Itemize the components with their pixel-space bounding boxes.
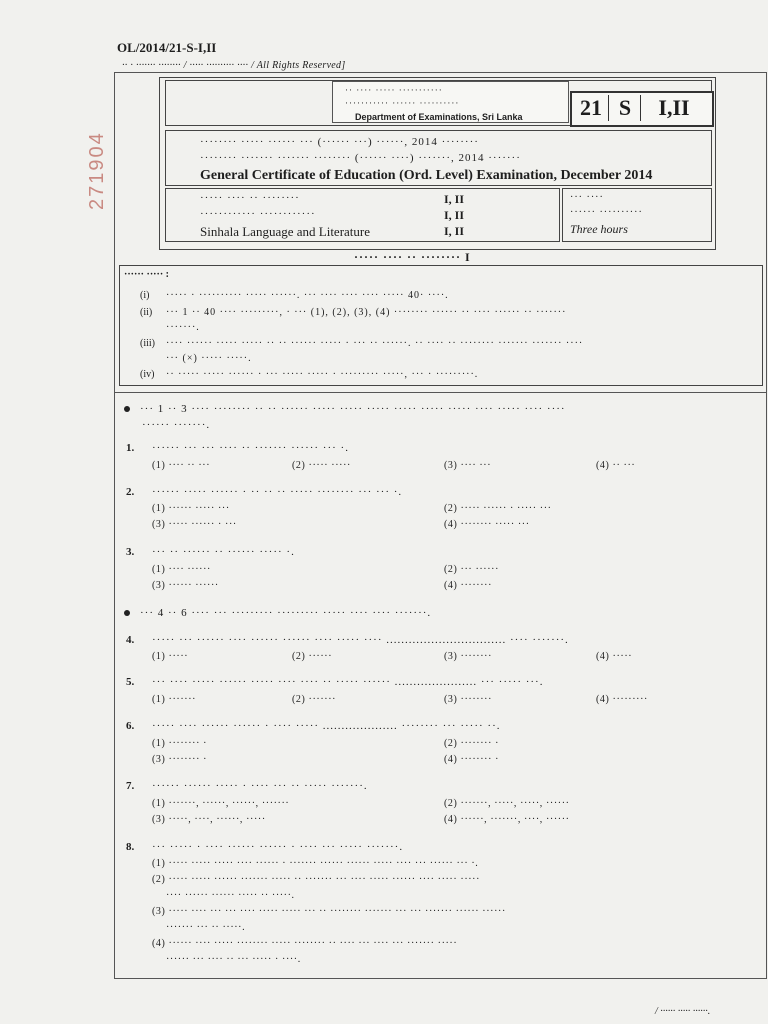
answer-option: (1) ····· ····· ····· ···· ······ · ······· ······ ······ ····· ···· ··· ······ ··· ·. (152, 858, 479, 869)
answer-option: ······ ··· ···· ·· ··· ····· · ····. (166, 954, 301, 965)
answer-option: (2) ········ · (444, 738, 500, 749)
paper-code: OL/2014/21-S-I,II (117, 40, 217, 55)
instructions-box (119, 265, 763, 386)
time-ta: ······ ·········· (570, 207, 643, 218)
answer-option: (2) ·······, ·····, ·····, ······ (444, 798, 570, 809)
question-number: 2. (126, 486, 135, 498)
answer-option: (3) ···· ··· (444, 460, 492, 471)
instruction-item (140, 338, 583, 349)
answer-option: (4) ········ · (444, 754, 500, 765)
question-number: 1. (126, 442, 135, 454)
instruction-num: (ii) (140, 307, 153, 318)
answer-option: (1) ······ ····· ··· (152, 503, 230, 514)
page-footer: / ······ ····· ······. (655, 1006, 711, 1017)
question-text: ····· ···· ······ ······ · ···· ····· .................... ········ ··· ····· ··. (152, 720, 501, 732)
answer-option: (4) ······, ·······, ····, ······ (444, 814, 570, 825)
answer-option: (4) ········ (444, 580, 493, 591)
subject-papers-ta: I, II (444, 208, 465, 222)
question-text: ··· ·· ······ ·· ······ ····· ·. (152, 546, 295, 558)
department-en: Department of Examinations, Sri Lanka (355, 112, 523, 122)
answer-option: (4) ·· ··· (596, 460, 636, 471)
instruction-item (140, 307, 566, 318)
instruction-text: ·······. (166, 322, 200, 333)
paper-title: ····· ···· ·· ········ I (354, 250, 471, 264)
code-cell-letter: S (610, 95, 641, 121)
answer-option: (3) ········ (444, 651, 493, 662)
instruction-item (140, 322, 200, 333)
bullet-icon (124, 406, 130, 412)
answer-option: (2) ······ (292, 651, 333, 662)
question-number: 8. (126, 841, 135, 853)
answer-option: (2) ····· ······ · ····· ··· (444, 503, 552, 514)
question-text: ······ ······ ····· · ···· ··· ·· ····· ·······. (152, 780, 368, 792)
instruction-num: (i) (140, 290, 150, 301)
answer-option: (2) ····· ····· (292, 460, 351, 471)
question-text: ······ ··· ··· ···· ·· ······· ······ ··· ·. (152, 442, 349, 454)
question-number: 6. (126, 720, 135, 732)
question-text: ··· ···· ····· ······ ····· ···· ···· ·· ····· ······ ...................... ··· ····· ···. (152, 676, 544, 688)
answer-option: (2) ······· (292, 694, 337, 705)
question-number: 5. (126, 676, 135, 688)
answer-option: (1) ···· ·· ··· (152, 460, 211, 471)
answer-option: ······· ··· ·· ·····. (166, 922, 246, 933)
instruction-text: ···· ······ ····· ····· ·· ·· ······ ····· · ··· ·· ······. ·· ···· ·· ········ ······· ······· ···· (166, 338, 584, 349)
code-cell-number: 21 (574, 95, 609, 121)
answer-option: (4) ········· (596, 694, 648, 705)
section-note (124, 403, 566, 415)
answer-option: (4) ········ ····· ··· (444, 519, 530, 530)
department-ta: ··········· ······ ·········· (345, 98, 460, 108)
answer-option: ···· ······ ······ ····· ·· ·····. (166, 890, 295, 901)
answer-option: (4) ····· (596, 651, 633, 662)
question-number: 3. (126, 546, 135, 558)
subject-en: Sinhala Language and Literature (200, 224, 371, 239)
instruction-num: (iv) (140, 369, 155, 380)
answer-option: (3) ········ (444, 694, 493, 705)
answer-option: (2) ··· ······ (444, 564, 500, 575)
exam-title-si: ········ ····· ······ ··· (······ ···) ······, 2014 ········ (200, 136, 479, 148)
exam-title-ta: ········ ······· ······· ········ (······ ····) ·······, 2014 ······· (200, 152, 521, 164)
section-note (124, 607, 431, 619)
instruction-text: ··· (×) ····· ·····. (166, 353, 252, 364)
rights-notice: ·· · ······· ········ / ····· ·········· ···· / All Rights Reserved] (122, 60, 346, 71)
answer-option: (3) ········ · (152, 754, 208, 765)
answer-option: (2) ····· ····· ······ ······· ····· ·· ······· ··· ···· ····· ······ ···· ····· ····· (152, 874, 481, 885)
instruction-item (140, 353, 252, 364)
answer-option: (1) ····· (152, 651, 189, 662)
instruction-num: (iii) (140, 338, 155, 349)
answer-option: (3) ······ ······ (152, 580, 219, 591)
question-number: 4. (126, 634, 135, 646)
code-cell-papers: I,II (658, 95, 690, 120)
answer-option: (1) ········ · (152, 738, 208, 749)
answer-option: (1) ······· (152, 694, 197, 705)
subject-ta: ············ ············ (200, 208, 316, 220)
subject-papers-en: I, II (444, 224, 465, 238)
question-text: ····· ··· ······ ···· ······ ······ ···· ····· ···· ................................ ···· ·······. (152, 634, 569, 646)
instruction-text: ····· · ·········· ····· ······. ··· ···· ···· ···· ····· 40· ····. (166, 290, 449, 301)
serial-number-stamp: 271904 (86, 131, 108, 210)
instruction-text: ·· ····· ····· ······ · ··· ····· ····· · ········· ·····, ··· · ·········. (166, 369, 479, 380)
section-note-text: ··· 4 ·· 6 ···· ··· ········· ········· ····· ···· ···· ·······. (140, 607, 432, 619)
time-si: ··· ···· (570, 192, 604, 203)
bullet-icon (124, 610, 130, 616)
subject-code-box (570, 91, 714, 127)
instruction-text: ··· 1 ·· 40 ···· ·········, · ··· (1), (2), (3), (4) ········ ······ ·· ···· ······ ·· ······· (166, 307, 567, 318)
time-en: Three hours (570, 222, 628, 236)
subject-si: ····· ···· ·· ········ (200, 192, 300, 204)
exam-title-en: General Certificate of Education (Ord. Level) Examination, December 2014 (200, 168, 653, 183)
section-note-text: ··· 1 ·· 3 ···· ········ ·· ·· ······ ····· ····· ····· ····· ····· ····· ···· ····· ···· ···· (140, 403, 566, 415)
instruction-item (140, 290, 449, 301)
question-text: ······ ····· ······ · ·· ·· ·· ····· ········ ··· ··· ·. (152, 486, 403, 498)
answer-option: (3) ····· ······ · ··· (152, 519, 237, 530)
question-number: 7. (126, 780, 135, 792)
answer-option: (1) ·······, ······, ······, ······· (152, 798, 290, 809)
subject-papers-si: I, II (444, 192, 465, 206)
instruction-item (140, 369, 478, 380)
answer-option: (4) ······ ···· ····· ········ ····· ········ ·· ···· ··· ···· ··· ······· ····· (152, 938, 458, 949)
answer-option: (3) ·····, ····, ······, ····· (152, 814, 266, 825)
section-note-cont: ······ ·······. (142, 419, 211, 431)
instructions-heading: ······ ····· : (124, 269, 170, 280)
question-text: ··· ····· · ···· ······ ······ · ···· ··· ····· ·······. (152, 841, 404, 853)
department-si: ·· ···· ····· ··········· (345, 85, 443, 95)
answer-option: (3) ····· ···· ··· ··· ···· ····· ····· ··· ·· ········ ······· ··· ··· ······· ······ ······ (152, 906, 506, 917)
answer-option: (1) ···· ······ (152, 564, 211, 575)
